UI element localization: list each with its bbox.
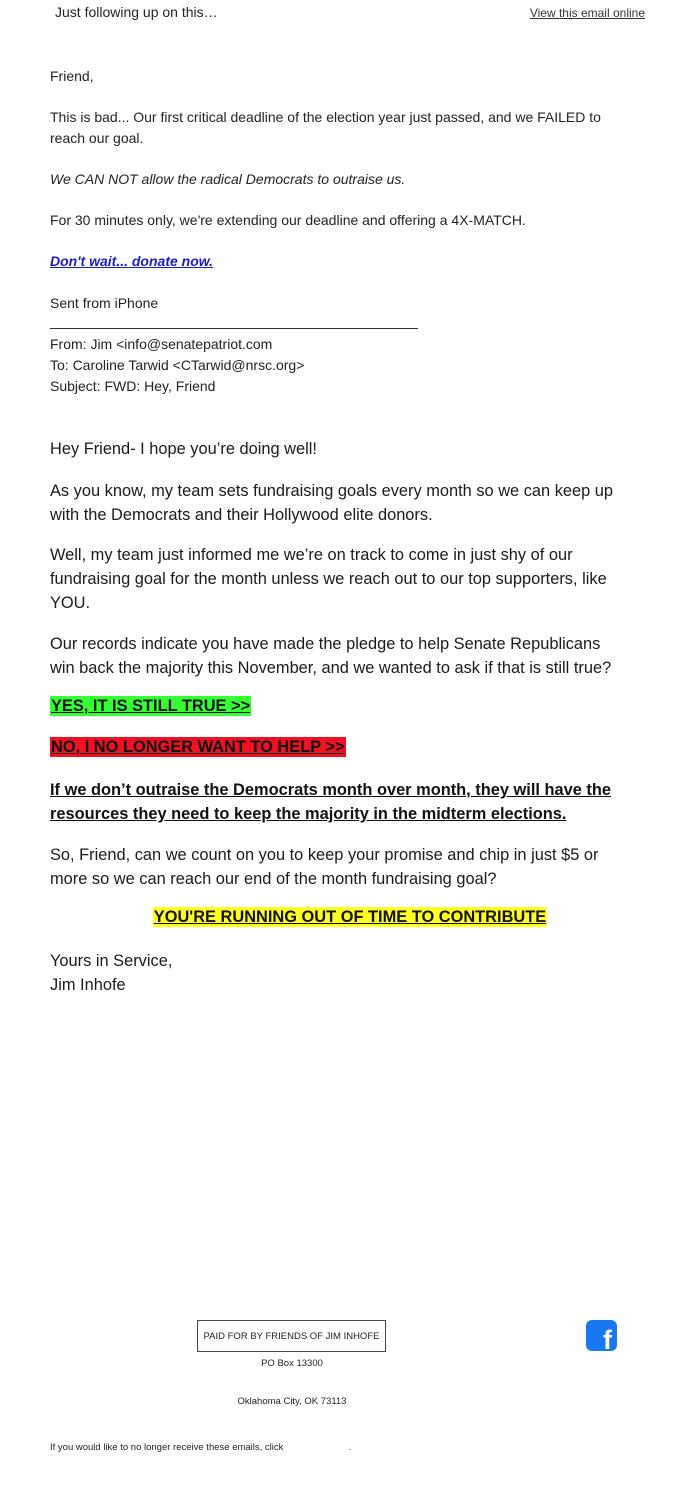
body-paragraph-1-line-2: with the Democrats and their Hollywood elite donors. bbox=[50, 506, 433, 524]
body-paragraph-1-line-1: As you know, my team sets fundraising goals every month so we can keep up bbox=[50, 482, 614, 500]
no-longer-help-wrapper bbox=[50, 738, 346, 757]
facebook-icon[interactable]: f bbox=[586, 1320, 617, 1351]
unsubscribe-period: . bbox=[348, 1442, 352, 1453]
to-line: To: Caroline Tarwid <CTarwid@nrsc.org> bbox=[50, 357, 305, 373]
body-paragraph-2-line-1: Well, my team just informed me we’re on track to come in just shy of our bbox=[50, 546, 573, 564]
warning-paragraph bbox=[50, 778, 611, 826]
contribute-wrapper bbox=[0, 908, 700, 927]
body-paragraph-4 bbox=[50, 843, 599, 891]
city-address: Oklahoma City, OK 73113 bbox=[237, 1396, 347, 1407]
note-paragraph-3: For 30 minutes only, we're extending our deadline and offering a 4X-MATCH. bbox=[50, 212, 526, 228]
note-paragraph-1-line-1: This is bad... Our first critical deadline of the election year just passed, and we FAILED to bbox=[50, 109, 601, 125]
unsubscribe-line bbox=[50, 1442, 351, 1453]
paid-for-text: PAID FOR BY FRIENDS OF JIM INHOFE bbox=[203, 1330, 380, 1342]
preheader-text: Just following up on this… bbox=[55, 4, 218, 20]
from-line: From: Jim <info@senatepatriot.com bbox=[50, 336, 273, 352]
forward-header bbox=[50, 334, 304, 397]
no-longer-help-button[interactable]: NO, I NO LONGER WANT TO HELP >> bbox=[51, 738, 345, 756]
note-paragraph-1-line-2: reach our goal. bbox=[50, 130, 144, 146]
paid-for-disclaimer bbox=[197, 1320, 386, 1352]
body-paragraph-3-line-1: Our records indicate you have made the pledge to help Senate Republicans bbox=[50, 635, 601, 653]
greeting: Friend, bbox=[50, 68, 94, 84]
note-paragraph-1 bbox=[50, 107, 601, 149]
body-intro: Hey Friend- I hope you’re doing well! bbox=[50, 440, 317, 458]
donate-now-link[interactable]: Don't wait... donate now. bbox=[50, 253, 214, 269]
body-paragraph-1 bbox=[50, 479, 613, 527]
body-paragraph-3-line-2: win back the majority this November, and we wanted to ask if that is still true? bbox=[50, 659, 612, 677]
warning-line-1: If we don’t outraise the Democrats month over month, they will have the bbox=[50, 781, 612, 799]
body-paragraph-3 bbox=[50, 632, 611, 680]
note-paragraph-2: We CAN NOT allow the radical Democrats to outraise us. bbox=[50, 171, 406, 187]
sent-from-line: Sent from iPhone bbox=[50, 295, 159, 311]
body-paragraph-4-line-2: more so we can reach our end of the month fundraising goal? bbox=[50, 870, 497, 888]
body-paragraph-2-line-2: fundraising goal for the month unless we reach out to our top supporters, like bbox=[50, 570, 607, 588]
signature-name: Jim Inhofe bbox=[50, 976, 126, 994]
unsubscribe-text: If you would like to no longer receive these emails, click bbox=[50, 1442, 284, 1453]
body-paragraph-2-line-3: YOU. bbox=[50, 594, 91, 612]
yes-still-true-wrapper bbox=[50, 697, 251, 716]
contribute-button[interactable]: YOU'RE RUNNING OUT OF TIME TO CONTRIBUTE bbox=[153, 908, 547, 926]
signoff: Yours in Service, bbox=[50, 952, 173, 970]
warning-line-2: resources they need to keep the majority in the midterm elections. bbox=[50, 805, 567, 823]
subject-line: Subject: FWD: Hey, Friend bbox=[50, 378, 216, 394]
body-paragraph-2 bbox=[50, 543, 607, 615]
divider bbox=[50, 328, 418, 329]
po-box: PO Box 13300 bbox=[261, 1358, 323, 1369]
yes-still-true-button[interactable]: YES, IT IS STILL TRUE >> bbox=[51, 697, 251, 715]
view-online-link[interactable]: View this email online bbox=[529, 6, 645, 20]
signature-block bbox=[50, 949, 172, 997]
body-paragraph-4-line-1: So, Friend, can we count on you to keep your promise and chip in just $5 or bbox=[50, 846, 599, 864]
